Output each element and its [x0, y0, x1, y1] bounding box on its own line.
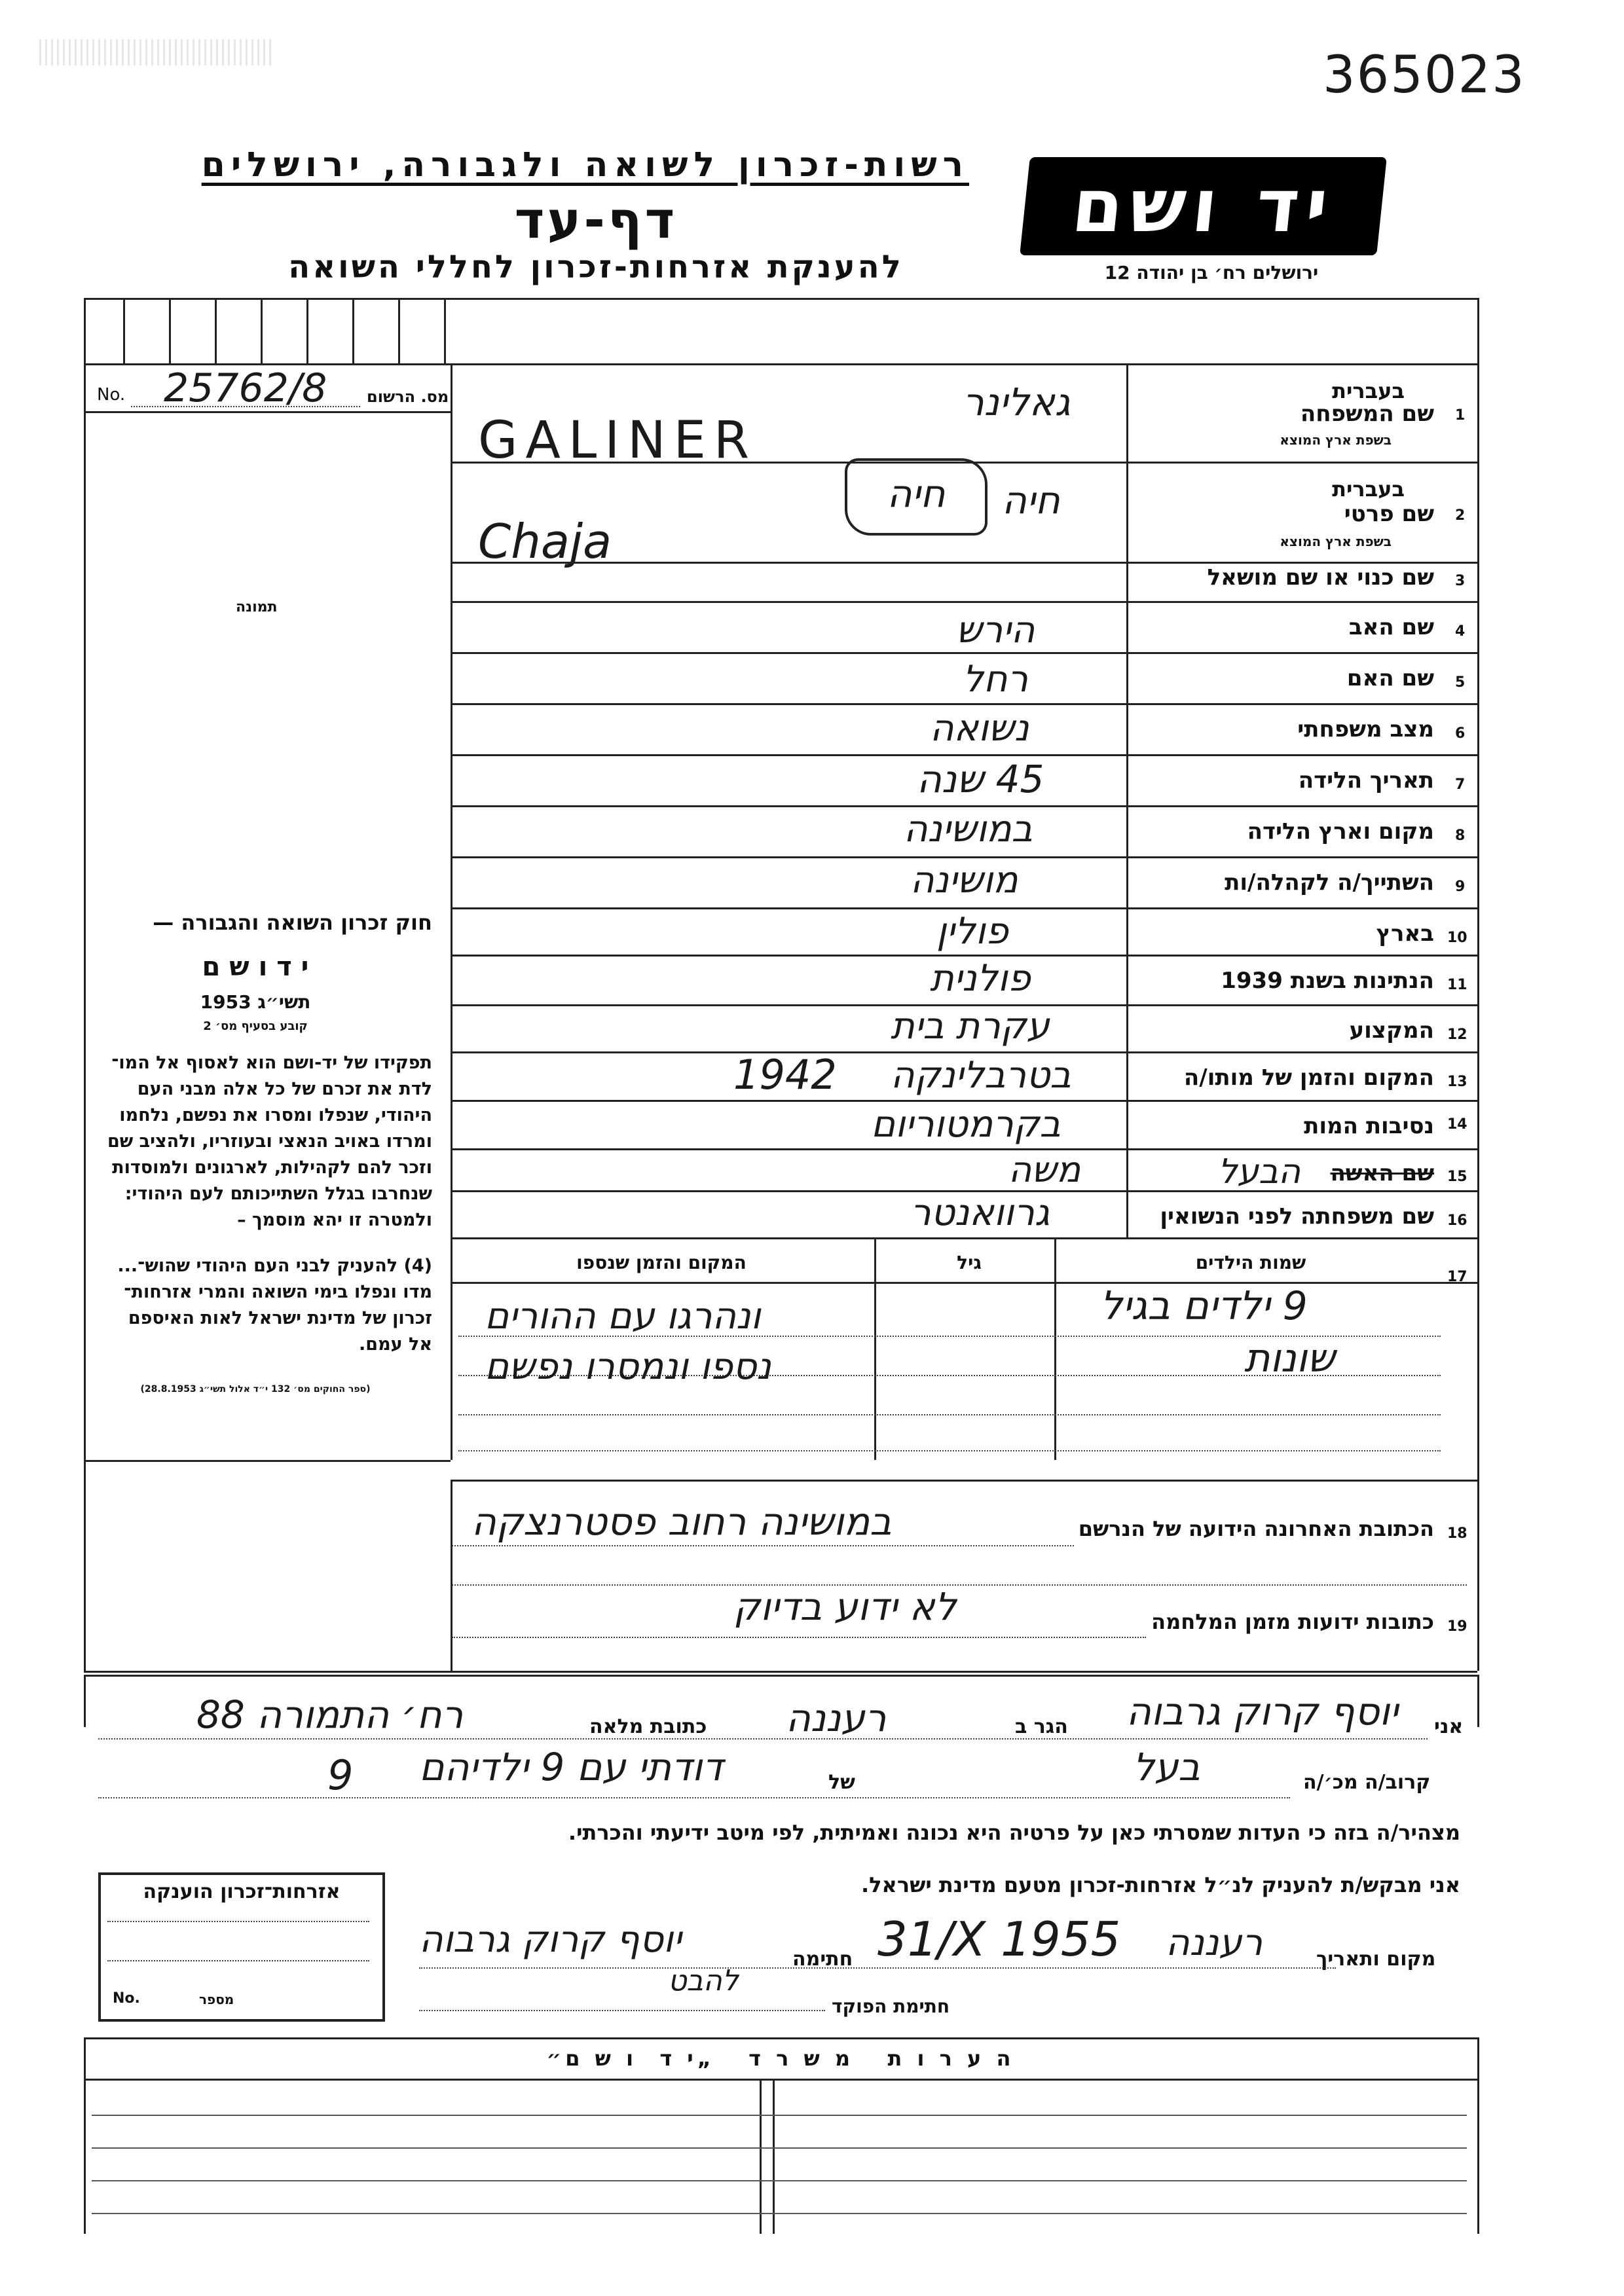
field-2-value-extra: חיה [887, 471, 946, 516]
archive-number: 365023 [1323, 46, 1526, 105]
law-line: זכרון של מדינת ישראל לאות האיספם [128, 1308, 432, 1328]
law-text [79, 910, 432, 1394]
decl-signature[interactable]: יוסף קרוק גרבוה [419, 1918, 682, 1961]
law-line: ולמטרה זו יהא מוסמך – [237, 1210, 432, 1230]
logo-text: יד ושם [1068, 164, 1338, 249]
field-8-label: מקום וארץ הלידה [1247, 818, 1434, 845]
decl-place-date-label: מקום ותאריך [1316, 1948, 1436, 1971]
field-7-value[interactable]: 45 שנה [917, 757, 1044, 801]
decl-relation-detail[interactable]: דודתי עם 9 ילדיהם [419, 1745, 724, 1789]
authority-name: רשות-זכרון לשואה ולגבורה, ירושלים [201, 145, 969, 185]
law-name: י ד ו ש ם [202, 952, 309, 982]
citizenship-box [98, 1872, 385, 2022]
decl-signature-label: חתימה [792, 1948, 853, 1971]
field-10-value[interactable]: פולין [936, 910, 1008, 953]
field-2-sub-hebrew: בעברית [1332, 477, 1405, 501]
children-names[interactable]: 9 ילדים בגיל [1100, 1283, 1308, 1329]
form-subtitle: להענקת אזרחות-זכרון לחללי השואה [288, 249, 904, 285]
decl-address[interactable]: רח׳ התמורה 88 [196, 1692, 464, 1737]
photo-label: תמונה [236, 599, 278, 615]
logo-address: ירושלים רח׳ בן יהודה 12 [1104, 262, 1319, 283]
field-10-label: בארץ [1376, 920, 1434, 947]
children-place-line2[interactable]: נספו ונמסרו נפשם [485, 1345, 771, 1388]
field-16-value[interactable]: גרוואנטר [910, 1192, 1050, 1234]
field-13-year[interactable]: 1942 [733, 1051, 837, 1099]
law-line: לדת את זכרם של כל אלה מבני העם [137, 1079, 432, 1099]
field-15-label: שם האשה [1330, 1160, 1434, 1186]
field-2-label: שם פרטי [1344, 501, 1434, 527]
form-title: דף-עד [514, 191, 678, 250]
field-15-label-extra: הבעל [1218, 1152, 1301, 1192]
registration-number: 25762/8 [164, 365, 327, 411]
children-place[interactable]: ונהרגו עם ההורים [485, 1295, 761, 1338]
field-2-value-hebrew[interactable]: חיה [1002, 478, 1060, 522]
field-11-value[interactable]: פולנית [930, 957, 1031, 1000]
field-16-label: שם משפחתה לפני הנשואין [1160, 1203, 1434, 1230]
citizenship-no-label: No. [113, 1990, 140, 2007]
field-1-value-hebrew[interactable]: גאלינר [963, 380, 1071, 424]
decl-i-label: אני [1434, 1715, 1464, 1738]
decl-relation-num[interactable]: 9 [327, 1751, 354, 1799]
law-line: (4) להעניק לבני העם היהודי שהוש־... [117, 1256, 432, 1276]
law-title: חוק זכרון השואה והגבורה — [153, 910, 432, 935]
citizenship-title: אזרחות־זכרון הוענקה [143, 1880, 341, 1903]
field-2-circled-name [845, 458, 987, 536]
field-1-sub-hebrew: בעברית [1332, 378, 1405, 403]
field-9-label: השתייך/ה לקהלה/ות [1225, 869, 1434, 896]
scan-noise [39, 39, 275, 65]
field-3-label: שם כנוי או שם מושאל [1207, 564, 1434, 591]
field-9-value[interactable]: מושינה [910, 859, 1018, 902]
field-4-label: שם האב [1348, 614, 1434, 640]
decl-date[interactable]: 31/X 1955 [877, 1912, 1121, 1967]
decl-resides-label: הגר ב [1015, 1715, 1068, 1738]
decl-name[interactable]: יוסף קרוק גרבוה [1126, 1689, 1399, 1734]
field-11-label: הנתינות בשנת 1939 [1221, 968, 1434, 994]
law-footnote: (ספר החוקים מס׳ 132 י״ד אלול תשי״ג 28.8.1953) [140, 1384, 371, 1394]
field-13-value[interactable]: בטרבלינקה [891, 1054, 1071, 1097]
decl-city[interactable]: רעננה [786, 1696, 887, 1740]
children-col-age: גיל [957, 1252, 982, 1273]
field-18-label: הכתובת האחרונה הידועה של הנרשם [1078, 1516, 1434, 1541]
decl-statement1: מצהיר/ה בזה כי העדות שמסרתי כאן על פרטיה היא נכונה ואמיתית, לפי מיטב ידיעתי והכרתי. [568, 1820, 1460, 1845]
field-12-value[interactable]: עקרת בית [891, 1005, 1050, 1048]
official-signature: להבט [668, 1964, 739, 1997]
law-year: תשי״ג 1953 [200, 991, 311, 1013]
field-18-value[interactable]: במושינה רחוב פסטרנצקה [471, 1499, 892, 1544]
field-12-label: המקצוע [1349, 1017, 1434, 1044]
field-8-value[interactable]: במושינה [904, 808, 1033, 850]
field-5-label: שם האם [1346, 665, 1434, 691]
field-1-sub-local: בשפת ארץ המוצא [1280, 432, 1392, 448]
children-col-names: שמות הילדים [1195, 1252, 1306, 1273]
law-clause: קובע בסעיף מס׳ 2 [203, 1019, 308, 1033]
law-line: היהודי, שנפלו ומסרו את נפשם, נלחמו [119, 1105, 432, 1125]
field-13-label: המקום והזמן של מותו/ה [1183, 1065, 1434, 1091]
decl-statement2: אני מבקש/ת להעניק לנ״ל אזרחות-זכרון מטעם מדינת ישראל. [861, 1872, 1460, 1897]
field-19-value[interactable]: לא ידוע בדיוק [733, 1584, 957, 1629]
field-2-value-local[interactable]: Chaja [478, 514, 612, 569]
law-line: ומרדו באויב הנאצי ובעוזריו, ולהציב שם [107, 1131, 432, 1152]
children-col-place: המקום והזמן שנספו [576, 1252, 747, 1273]
law-line: תפקידו של יד-ושם הוא לאסוף אל המו־ [111, 1053, 432, 1073]
citizenship-number-label: מספר [199, 1992, 234, 2007]
registration-prefix: No. [97, 385, 126, 405]
field-5-value[interactable]: רחל [963, 658, 1029, 701]
field-1-label: שם המשפחה [1300, 401, 1434, 427]
law-line: שנחרבו בגלל השתייכותם לעם היהודי: [124, 1184, 432, 1204]
law-line: אל עמם. [359, 1334, 432, 1355]
decl-relative-label: קרוב/ה מכ׳/ה [1303, 1771, 1431, 1794]
field-14-value[interactable]: בקרמטוריום [871, 1103, 1061, 1146]
field-6-value[interactable]: נשואה [930, 707, 1029, 750]
yad-vashem-logo [1020, 157, 1387, 255]
law-line: מדו ונפלו בימי השואה והמרי אזרחות־ [124, 1282, 432, 1302]
decl-place[interactable]: רעננה [1166, 1922, 1263, 1964]
office-notes-title: ה ע ר ו ת מ ש ר ד „י ד ו ש ם״ [546, 2046, 1015, 2071]
field-1-value-local[interactable]: GALINER [478, 411, 758, 470]
decl-relation[interactable]: בעל [1133, 1745, 1200, 1789]
field-15-value[interactable]: משה [1008, 1149, 1081, 1190]
decl-official-label: חתימת הפוקד [832, 1995, 950, 2017]
registration-label: מס. הרשום [367, 388, 449, 406]
children-names-line2[interactable]: שונות [1244, 1336, 1335, 1381]
law-line: וזכר להם לקהילות, לארגונים ולמוסדות [112, 1157, 432, 1178]
field-2-sub-local: בשפת ארץ המוצא [1280, 534, 1392, 549]
field-6-label: מצב משפחתי [1297, 716, 1434, 742]
field-7-label: תאריך הלידה [1298, 767, 1434, 793]
decl-address-label: כתובת מלאה [589, 1715, 707, 1738]
field-19-label: כתובות ידועות מזמן המלחמה [1151, 1609, 1434, 1634]
field-14-label: נסיבות המות [1304, 1113, 1434, 1139]
field-4-value[interactable]: הירש [956, 609, 1035, 651]
decl-of-label: של [828, 1771, 855, 1794]
